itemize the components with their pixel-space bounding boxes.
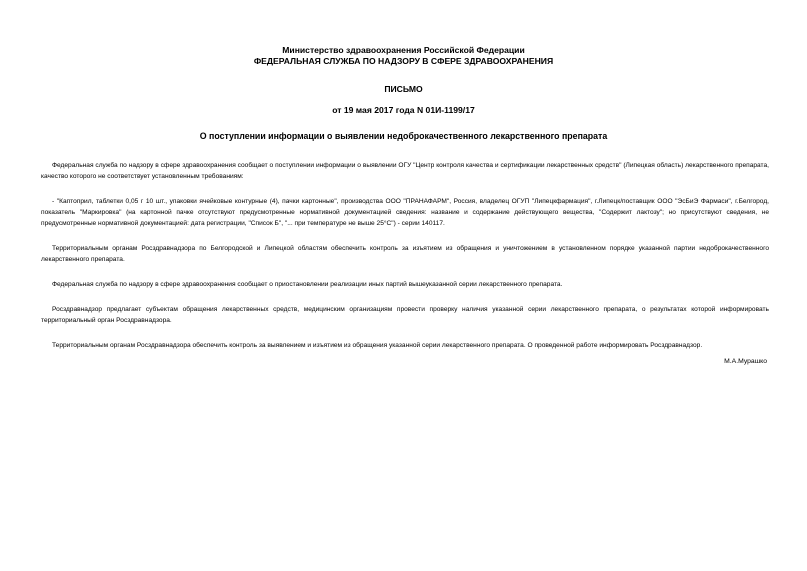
paragraph-check-proposal: Росздравнадзор предлагает субъектам обращения лекарственных средств, медицинским организациям провести проверку наличия указанной серии лекарственного препарата, о результатах которой информировать территориальный орган Росздравнадзора. (41, 306, 769, 324)
paragraph-product: - "Каптоприл, таблетки 0,05 г 10 шт., упаковки ячейковые контурные (4), пачки картонные", производства ООО "ПРАНАФАРМ", Россия, владелец ОГУП "Липецкфармация", г.Липецк/поставщик ООО "ЭсБиЭ Фармаси", г.Белгород, показатель "Маркировка" (на картонной пачке отсутствуют предусмотренные нормативной документацией сведения: название и содержание действующего вещества, "Содержит лактозу"; но присутствуют сведения, не предусмотренные нормативной документацией: дата регистрации, "Список Б", "... при температуре не выше 25°С") - серии 140117. (41, 198, 769, 227)
paragraph-final-instruction: Территориальным органам Росздравнадзора обеспечить контроль за выявлением и изъятием из обращения указанной серии лекарственного препарата. О проведенной работе информировать Росздравнадзор. (52, 342, 703, 349)
document-subject: О поступлении информации о выявлении недоброкачественного лекарственного препарата (199, 131, 608, 141)
agency-name: ФЕДЕРАЛЬНАЯ СЛУЖБА ПО НАДЗОРУ В СФЕРЕ ЗДРАВООХРАНЕНИЯ (253, 56, 554, 66)
paragraph-intro: Федеральная служба по надзору в сфере здравоохранения сообщает о поступлении информации о выявлении ОГУ "Центр контроля качества и сертификации лекарственных средств" (Липецкая область) лекарственного препарата, качество которого не соответствует установленным требованиям: (41, 162, 769, 180)
document-date-number: от 19 мая 2017 года N 01И-1199/17 (332, 105, 475, 115)
document-header (0, 45, 807, 116)
ministry-name: Министерство здравоохранения Российской Федерации (282, 45, 525, 55)
document-body (41, 160, 769, 365)
document-type: ПИСЬМО (384, 84, 423, 94)
paragraph-suspension: Федеральная служба по надзору в сфере здравоохранения сообщает о приостановлении реализации иных партий вышеуказанной серии лекарственного препарата. (52, 281, 563, 288)
paragraph-territorial-control: Территориальным органам Росздравнадзора по Белгородской и Липецкой областям обеспечить контроль за изъятием из обращения и уничтожением в установленном порядке указанной партии недоброкачественного лекарственного препарата. (41, 245, 769, 263)
signature: М.А.Мурашко (724, 358, 767, 365)
